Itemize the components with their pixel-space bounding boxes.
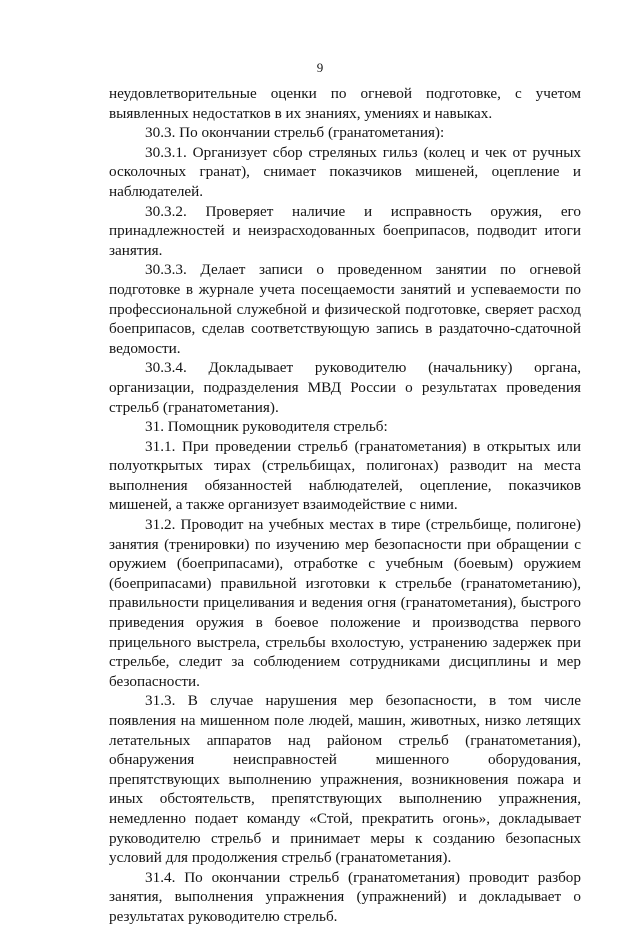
page-number: 9 — [316, 60, 324, 75]
paragraph-30-3-3: 30.3.3. Делает записи о проведенном занятии по огневой подготовке в журнале учета посещаемости занятий и успеваемости по профессиональной служебной и физической подготовке, сверяет расход боеприпасов, сделав соответствующую запись в раздаточно-сдаточной ведомости. — [109, 261, 581, 357]
document-body — [109, 84, 581, 927]
paragraph-30-3-2: 30.3.2. Проверяет наличие и исправность оружия, его принадлежностей и неизрасходованных боеприпасов, подводит итоги занятия. — [109, 202, 581, 259]
paragraph-30-3: 30.3. По окончании стрельб (гранатометания): — [145, 124, 445, 142]
paragraph-31-3: 31.3. В случае нарушения мер безопасности, в том числе появления на мишенном поле людей, машин, животных, низко летящих летательных аппаратов над районом стрельб (гранатометания), обнаружения неисправностей мишенного оборудования, препятствующих выполнению упражнения, возникновения пожара и иных обстоятельств, препятствующих выполнению упражнения, немедленно подает команду «Стой, прекратить огонь», докладывает руководителю стрельб и принимает меры к созданию безопасных условий для продолжения стрельб (гранатометания). — [109, 692, 581, 867]
paragraph-30-3-1: 30.3.1. Организует сбор стреляных гильз (колец и чек от ручных осколочных гранат), снимает показчиков мишеней, оцепление и наблюдателей. — [109, 143, 581, 200]
paragraph-30-3-4: 30.3.4. Докладывает руководителю (начальнику) органа, организации, подразделения МВД России о результатах проведения стрельб (гранатометания). — [109, 359, 581, 416]
paragraph-31-1: 31.1. При проведении стрельб (гранатометания) в открытых или полуоткрытых тирах (стрельбищах, полигонах) разводит на места выполнения обязанностей наблюдателей, оцепление, показчиков мишеней, а также организует взаимодействие с ними. — [109, 437, 581, 514]
paragraph-continuation: неудовлетворительные оценки по огневой подготовке, с учетом выявленных недостатков в их знаниях, умениях и навыках. — [109, 85, 581, 122]
paragraph-31-4: 31.4. По окончании стрельб (гранатометания) проводит разбор занятия, выполнения упражнения (упражнений) и докладывает о результатах руководителю стрельб. — [109, 868, 581, 925]
paragraph-31: 31. Помощник руководителя стрельб: — [145, 418, 388, 436]
paragraph-31-2: 31.2. Проводит на учебных местах в тире (стрельбище, полигоне) занятия (тренировки) по изучению мер безопасности при обращении с оружием (боеприпасами), отработке с учебным (боевым) оружием (боеприпасами) правильной изготовки к стрельбе (гранатометанию), правильности прицеливания и ведения огня (гранатометания), быстрого приведения оружия в боевое положение и производства первого прицельного выстрела, стрельбы вхолостую, устранению задержек при стрельбе, следит за соблюдением сотрудниками дисциплины и мер безопасности. — [109, 516, 581, 690]
